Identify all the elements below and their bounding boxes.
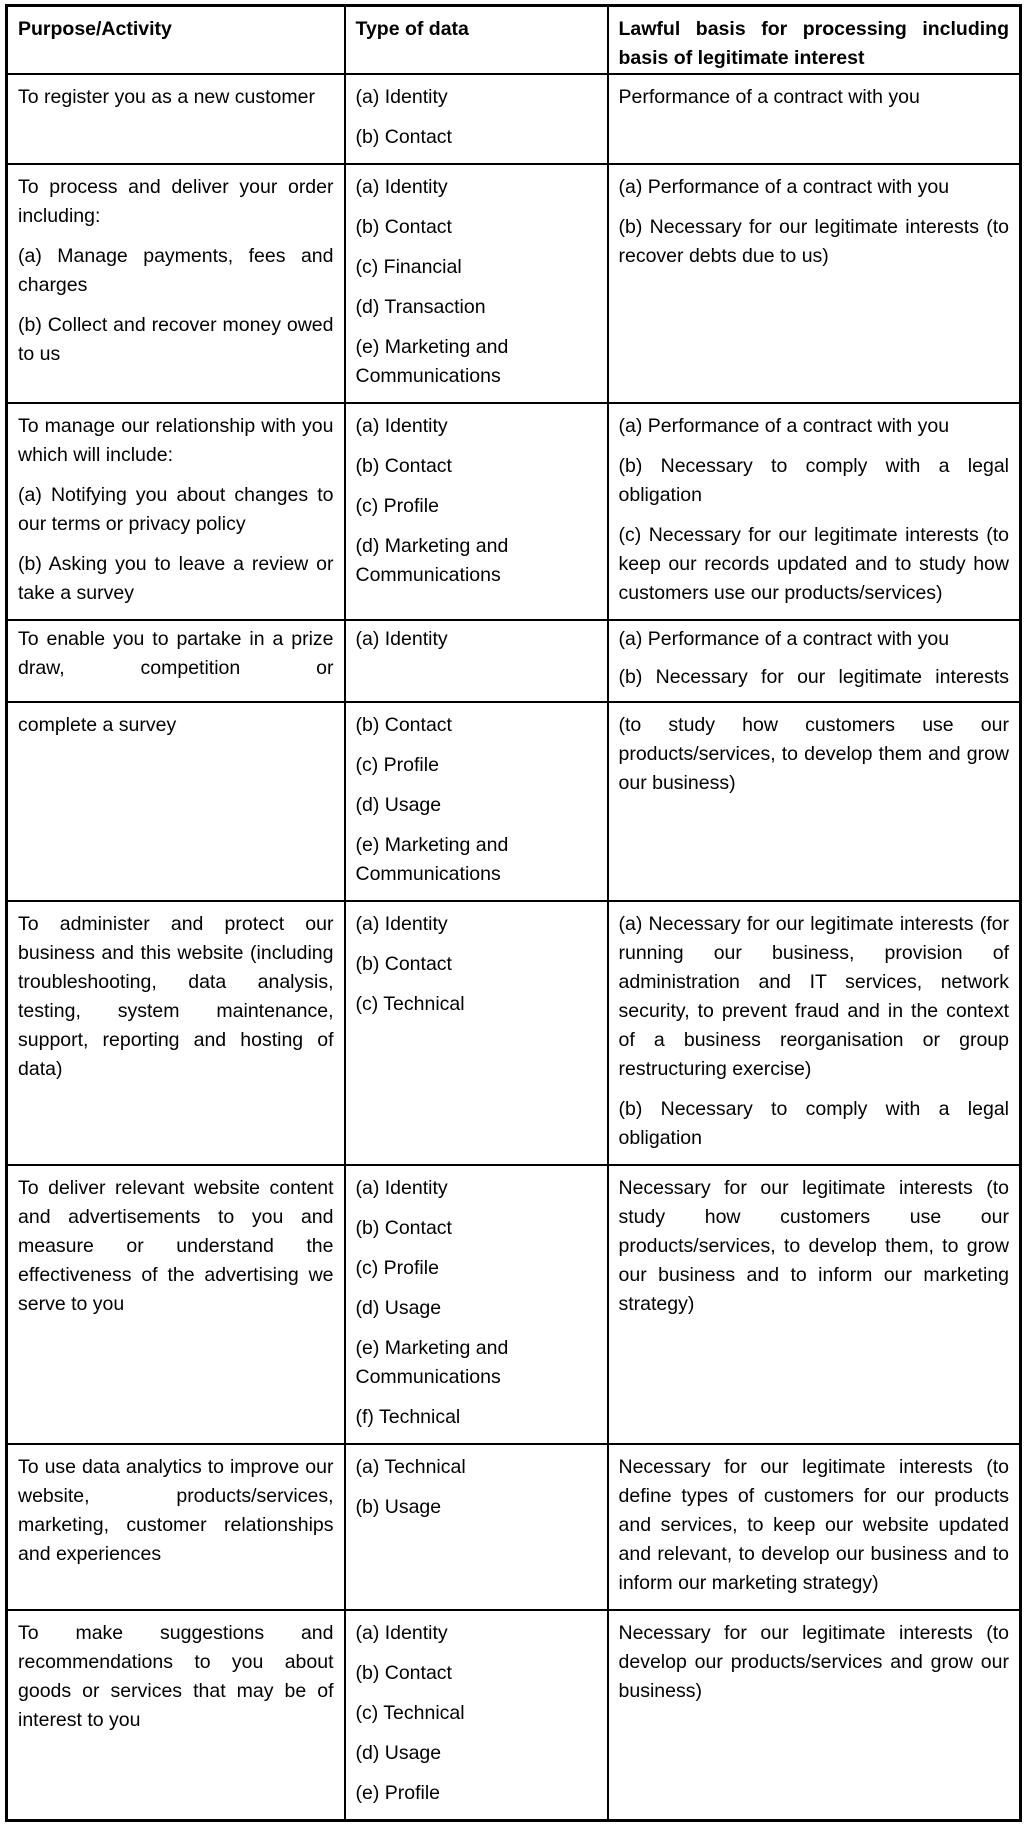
paragraph: (e) Marketing and Communications xyxy=(355,1337,509,1388)
paragraph: (c) Necessary for our legitimate interests (to keep our records updated and to study how customers use our products/services) xyxy=(618,524,1009,604)
paragraph: (b) Asking you to leave a review or take a survey xyxy=(18,553,334,604)
purpose-cell xyxy=(7,1165,345,1444)
type-of-data-cell xyxy=(345,620,608,702)
paragraph: (b) Necessary to comply with a legal obligation xyxy=(618,455,1009,506)
paragraph: (b) Necessary for our legitimate interests xyxy=(618,666,1009,688)
paragraph: (a) Identity xyxy=(355,176,448,198)
paragraph: To manage our relationship with you which will include: xyxy=(18,415,334,466)
paragraph: (b) Contact xyxy=(355,455,452,477)
paragraph: (c) Technical xyxy=(355,1702,465,1724)
lawful-basis-cell xyxy=(608,74,1021,164)
paragraph: (c) Profile xyxy=(355,495,439,517)
paragraph: (c) Profile xyxy=(355,1257,439,1279)
paragraph: (b) Contact xyxy=(355,126,452,148)
paragraph: (a) Manage payments, fees and charges xyxy=(18,245,334,296)
paragraph: To process and deliver your order including: xyxy=(18,176,334,227)
lawful-basis-cell xyxy=(608,901,1021,1165)
paragraph: (c) Technical xyxy=(355,993,465,1015)
paragraph: (a) Identity xyxy=(355,415,448,437)
paragraph: (d) Transaction xyxy=(355,296,486,318)
paragraph: (b) Necessary for our legitimate interests (to recover debts due to us) xyxy=(618,216,1009,267)
lawful-basis-cell xyxy=(608,403,1021,620)
table-row-deliver-content xyxy=(7,1165,1021,1444)
paragraph: (a) Performance of a contract with you xyxy=(618,176,950,198)
type-of-data-cell xyxy=(345,74,608,164)
paragraph: (b) Contact xyxy=(355,714,452,736)
header-type-of-data: Type of data xyxy=(345,6,608,75)
paragraph: (c) Financial xyxy=(355,256,462,278)
paragraph: To deliver relevant website content and advertisements to you and measure or understand the effectiveness of the advertising we serve to you xyxy=(18,1177,334,1315)
table-row-process-order xyxy=(7,164,1021,403)
paragraph: (a) Identity xyxy=(355,1177,448,1199)
paragraph: (b) Contact xyxy=(355,1217,452,1239)
paragraph: (a) Identity xyxy=(355,913,448,935)
paragraph: (b) Contact xyxy=(355,1662,452,1684)
paragraph: Necessary for our legitimate interests (to study how customers use our products/services, to develop them, to grow our business and to inform our marketing strategy) xyxy=(618,1177,1009,1315)
purpose-cell xyxy=(7,403,345,620)
paragraph: (b) Necessary to comply with a legal obligation xyxy=(618,1098,1009,1149)
type-of-data-cell xyxy=(345,901,608,1165)
table-row-administer-protect xyxy=(7,901,1021,1165)
paragraph: Necessary for our legitimate interests (to define types of customers for our products and services, to keep our website updated and relevant, to develop our business and to inform our marketing strategy) xyxy=(618,1456,1009,1594)
table-row-manage-relationship xyxy=(7,403,1021,620)
paragraph: To register you as a new customer xyxy=(18,86,315,108)
table-row-prize-draw-part1 xyxy=(7,620,1021,702)
paragraph: (d) Marketing and Communications xyxy=(355,535,509,586)
table-row-prize-draw-part2 xyxy=(7,702,1021,901)
paragraph: Performance of a contract with you xyxy=(618,86,920,108)
type-of-data-cell xyxy=(345,702,608,901)
paragraph: (e) Profile xyxy=(355,1782,441,1804)
paragraph: (e) Marketing and Communications xyxy=(355,834,509,885)
purpose-cell xyxy=(7,702,345,901)
paragraph: complete a survey xyxy=(18,714,177,736)
paragraph: (a) Notifying you about changes to our terms or privacy policy xyxy=(18,484,334,535)
paragraph: (b) Collect and recover money owed to us xyxy=(18,314,334,365)
type-of-data-cell xyxy=(345,164,608,403)
table-header-row xyxy=(7,6,1021,75)
paragraph: To enable you to partake in a prize draw, competition or xyxy=(18,628,334,679)
paragraph: To make suggestions and recommendations to you about goods or services that may be of interest to you xyxy=(18,1622,334,1731)
paragraph: (e) Marketing and Communications xyxy=(355,336,509,387)
table-row-data-analytics xyxy=(7,1444,1021,1610)
paragraph: To administer and protect our business and this website (including troubleshooting, data analysis, testing, system maintenance, support, reporting and hosting of data) xyxy=(18,913,334,1080)
purpose-cell xyxy=(7,901,345,1165)
purpose-cell xyxy=(7,164,345,403)
type-of-data-cell xyxy=(345,1165,608,1444)
paragraph: (d) Usage xyxy=(355,1742,442,1764)
purpose-cell xyxy=(7,1444,345,1610)
purpose-cell xyxy=(7,74,345,164)
paragraph: (a) Performance of a contract with you xyxy=(618,628,950,650)
paragraph: (c) Profile xyxy=(355,754,439,776)
paragraph: (a) Technical xyxy=(355,1456,466,1478)
lawful-basis-cell xyxy=(608,620,1021,702)
paragraph: Necessary for our legitimate interests (to develop our products/services and grow our business) xyxy=(618,1622,1009,1702)
lawful-basis-cell xyxy=(608,164,1021,403)
table-row-register-customer xyxy=(7,74,1021,164)
paragraph: (a) Necessary for our legitimate interests (for running our business, provision of administration and IT services, network security, to prevent fraud and in the context of a business reorganisation or group restructuring exercise) xyxy=(618,913,1009,1080)
lawful-basis-cell xyxy=(608,702,1021,901)
paragraph: (f) Technical xyxy=(355,1406,461,1428)
paragraph: (b) Contact xyxy=(355,953,452,975)
table-row-suggestions xyxy=(7,1610,1021,1821)
purpose-cell xyxy=(7,1610,345,1821)
lawful-basis-cell xyxy=(608,1165,1021,1444)
paragraph: (b) Contact xyxy=(355,216,452,238)
type-of-data-cell xyxy=(345,1444,608,1610)
paragraph: (b) Usage xyxy=(355,1496,442,1518)
paragraph: (a) Performance of a contract with you xyxy=(618,415,950,437)
privacy-processing-table xyxy=(5,4,1022,1822)
header-lawful-basis: Lawful basis for processing including basis of legitimate interest xyxy=(608,6,1021,75)
paragraph: (a) Identity xyxy=(355,628,448,650)
lawful-basis-cell xyxy=(608,1610,1021,1821)
paragraph: (to study how customers use our products/services, to develop them and grow our business) xyxy=(618,714,1009,794)
paragraph: (a) Identity xyxy=(355,86,448,108)
paragraph: To use data analytics to improve our website, products/services, marketing, customer relationships and experiences xyxy=(18,1456,334,1565)
type-of-data-cell xyxy=(345,1610,608,1821)
purpose-cell xyxy=(7,620,345,702)
type-of-data-cell xyxy=(345,403,608,620)
header-purpose-activity: Purpose/Activity xyxy=(7,6,345,75)
paragraph: (d) Usage xyxy=(355,1297,442,1319)
lawful-basis-cell xyxy=(608,1444,1021,1610)
paragraph: (d) Usage xyxy=(355,794,442,816)
paragraph: (a) Identity xyxy=(355,1622,448,1644)
